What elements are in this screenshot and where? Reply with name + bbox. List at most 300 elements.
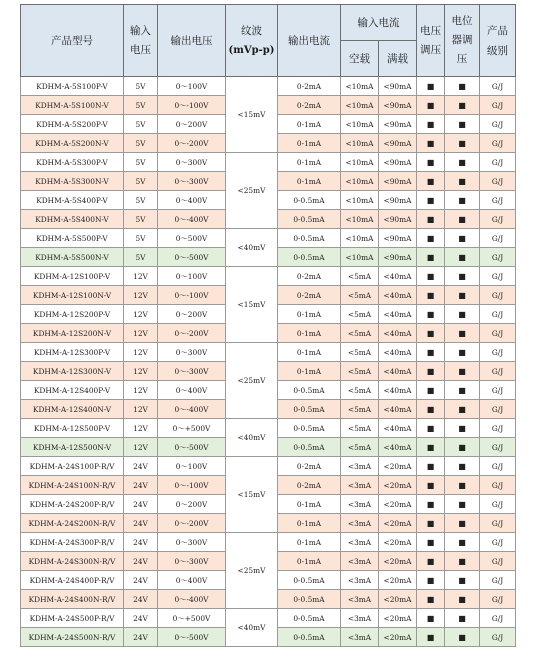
cell-output-current: 0-0.5mA <box>278 400 341 419</box>
cell-voltage-adjust: ■ <box>417 267 445 286</box>
cell-voltage-adjust: ■ <box>417 229 445 248</box>
cell-model: KDHM-A-12S400P-V <box>21 381 124 400</box>
cell-output-current: 0-0.5mA <box>278 628 341 647</box>
cell-output-voltage: 0～500V <box>158 229 226 248</box>
header-ripple-line1: 纹波 <box>241 24 262 37</box>
cell-grade: G/J <box>480 153 516 172</box>
cell-output-current: 0-0.5mA <box>278 571 341 590</box>
cell-output-voltage: 0～100V <box>158 457 226 476</box>
cell-output-voltage: 0～200V <box>158 495 226 514</box>
cell-input-voltage: 24V <box>124 552 158 571</box>
cell-no-load-current: <5mA <box>341 324 379 343</box>
cell-model: KDHM-A-24S100N-R/V <box>21 476 124 495</box>
cell-full-load-current: <90mA <box>379 210 417 229</box>
cell-no-load-current: <10mA <box>341 191 379 210</box>
cell-model: KDHM-A-5S400N-V <box>21 210 124 229</box>
cell-model: KDHM-A-24S500N-R/V <box>21 628 124 647</box>
cell-voltage-adjust: ■ <box>417 172 445 191</box>
cell-output-voltage: 0～100V <box>158 77 226 96</box>
cell-model: KDHM-A-12S300N-V <box>21 362 124 381</box>
cell-no-load-current: <3mA <box>341 628 379 647</box>
cell-output-voltage: 0～-400V <box>158 210 226 229</box>
cell-grade: G/J <box>480 248 516 267</box>
cell-grade: G/J <box>480 609 516 628</box>
cell-full-load-current: <20mA <box>379 457 417 476</box>
cell-grade: G/J <box>480 514 516 533</box>
cell-voltage-adjust: ■ <box>417 153 445 172</box>
cell-model: KDHM-A-5S500N-V <box>21 248 124 267</box>
cell-grade: G/J <box>480 191 516 210</box>
cell-voltage-adjust: ■ <box>417 571 445 590</box>
cell-no-load-current: <3mA <box>341 476 379 495</box>
cell-input-voltage: 5V <box>124 96 158 115</box>
cell-model: KDHM-A-5S100N-V <box>21 96 124 115</box>
cell-output-current: 0-1mA <box>278 343 341 362</box>
cell-input-voltage: 12V <box>124 343 158 362</box>
cell-output-voltage: 0～-400V <box>158 590 226 609</box>
cell-output-current: 0-1mA <box>278 324 341 343</box>
cell-no-load-current: <5mA <box>341 267 379 286</box>
cell-full-load-current: <20mA <box>379 552 417 571</box>
cell-output-voltage: 0～400V <box>158 191 226 210</box>
cell-no-load-current: <10mA <box>341 172 379 191</box>
cell-output-current: 0-1mA <box>278 153 341 172</box>
header-grade: 产品 级别 <box>480 5 516 77</box>
cell-voltage-adjust: ■ <box>417 590 445 609</box>
cell-input-voltage: 12V <box>124 438 158 457</box>
cell-voltage-adjust: ■ <box>417 115 445 134</box>
table-row <box>21 457 516 476</box>
cell-grade: G/J <box>480 172 516 191</box>
cell-input-voltage: 24V <box>124 571 158 590</box>
cell-pot-adjust: ■ <box>445 476 480 495</box>
cell-full-load-current: <40mA <box>379 324 417 343</box>
cell-model: KDHM-A-5S200P-V <box>21 115 124 134</box>
cell-grade: G/J <box>480 438 516 457</box>
cell-output-voltage: 0～-300V <box>158 552 226 571</box>
cell-grade: G/J <box>480 571 516 590</box>
cell-model: KDHM-A-5S500P-V <box>21 229 124 248</box>
cell-pot-adjust: ■ <box>445 628 480 647</box>
cell-no-load-current: <5mA <box>341 286 379 305</box>
cell-full-load-current: <40mA <box>379 400 417 419</box>
cell-voltage-adjust: ■ <box>417 495 445 514</box>
cell-pot-adjust: ■ <box>445 495 480 514</box>
cell-pot-adjust: ■ <box>445 286 480 305</box>
cell-output-voltage: 0～200V <box>158 115 226 134</box>
cell-model: KDHM-A-24S100P-R/V <box>21 457 124 476</box>
cell-full-load-current: <90mA <box>379 77 417 96</box>
header-input-voltage: 输入 电压 <box>124 5 158 77</box>
header-output-voltage: 输出电压 <box>158 5 226 77</box>
header-ripple-line2: (mVp-p) <box>228 44 275 56</box>
cell-ripple: <25mV <box>226 153 278 229</box>
cell-full-load-current: <20mA <box>379 609 417 628</box>
cell-no-load-current: <10mA <box>341 96 379 115</box>
cell-grade: G/J <box>480 362 516 381</box>
cell-no-load-current: <3mA <box>341 590 379 609</box>
cell-model: KDHM-A-24S500P-R/V <box>21 609 124 628</box>
cell-no-load-current: <10mA <box>341 153 379 172</box>
cell-voltage-adjust: ■ <box>417 96 445 115</box>
cell-grade: G/J <box>480 476 516 495</box>
cell-output-current: 0-1mA <box>278 533 341 552</box>
cell-pot-adjust: ■ <box>445 552 480 571</box>
cell-model: KDHM-A-12S100P-V <box>21 267 124 286</box>
cell-output-current: 0-1mA <box>278 514 341 533</box>
cell-full-load-current: <40mA <box>379 381 417 400</box>
cell-no-load-current: <10mA <box>341 210 379 229</box>
cell-output-voltage: 0～300V <box>158 533 226 552</box>
cell-output-current: 0-1mA <box>278 172 341 191</box>
cell-ripple: <40mV <box>226 229 278 267</box>
cell-pot-adjust: ■ <box>445 400 480 419</box>
cell-ripple: <25mV <box>226 343 278 419</box>
cell-pot-adjust: ■ <box>445 96 480 115</box>
cell-grade: G/J <box>480 552 516 571</box>
cell-model: KDHM-A-5S100P-V <box>21 77 124 96</box>
cell-output-voltage: 0～-300V <box>158 172 226 191</box>
spec-table-container <box>20 4 516 647</box>
table-body <box>21 77 516 647</box>
cell-model: KDHM-A-24S300N-R/V <box>21 552 124 571</box>
cell-input-voltage: 12V <box>124 419 158 438</box>
cell-output-current: 0-2mA <box>278 457 341 476</box>
cell-input-voltage: 5V <box>124 115 158 134</box>
cell-pot-adjust: ■ <box>445 134 480 153</box>
cell-input-voltage: 5V <box>124 77 158 96</box>
cell-voltage-adjust: ■ <box>417 191 445 210</box>
cell-output-voltage: 0～+500V <box>158 419 226 438</box>
cell-full-load-current: <90mA <box>379 96 417 115</box>
cell-pot-adjust: ■ <box>445 153 480 172</box>
cell-input-voltage: 5V <box>124 134 158 153</box>
cell-pot-adjust: ■ <box>445 172 480 191</box>
cell-full-load-current: <90mA <box>379 229 417 248</box>
cell-voltage-adjust: ■ <box>417 210 445 229</box>
cell-voltage-adjust: ■ <box>417 362 445 381</box>
cell-full-load-current: <90mA <box>379 191 417 210</box>
cell-no-load-current: <10mA <box>341 134 379 153</box>
cell-full-load-current: <20mA <box>379 571 417 590</box>
cell-voltage-adjust: ■ <box>417 533 445 552</box>
cell-full-load-current: <40mA <box>379 438 417 457</box>
table-row <box>21 77 516 96</box>
cell-output-voltage: 0～300V <box>158 153 226 172</box>
cell-output-voltage: 0～+500V <box>158 609 226 628</box>
header-pot-adjust: 电位 器调 压 <box>445 5 480 77</box>
cell-pot-adjust: ■ <box>445 248 480 267</box>
cell-output-current: 0-2mA <box>278 267 341 286</box>
cell-voltage-adjust: ■ <box>417 324 445 343</box>
product-spec-table <box>20 4 516 647</box>
cell-output-current: 0-1mA <box>278 552 341 571</box>
table-row <box>21 267 516 286</box>
table-row <box>21 419 516 438</box>
cell-pot-adjust: ■ <box>445 381 480 400</box>
cell-grade: G/J <box>480 324 516 343</box>
table-header <box>21 5 516 77</box>
cell-input-voltage: 24V <box>124 609 158 628</box>
cell-input-voltage: 5V <box>124 172 158 191</box>
cell-output-current: 0-0.5mA <box>278 381 341 400</box>
header-input-current: 输入电流 <box>341 5 417 41</box>
cell-voltage-adjust: ■ <box>417 514 445 533</box>
cell-model: KDHM-A-24S300P-R/V <box>21 533 124 552</box>
cell-no-load-current: <3mA <box>341 571 379 590</box>
cell-full-load-current: <20mA <box>379 533 417 552</box>
cell-pot-adjust: ■ <box>445 115 480 134</box>
cell-full-load-current: <40mA <box>379 305 417 324</box>
cell-pot-adjust: ■ <box>445 305 480 324</box>
cell-output-current: 0-1mA <box>278 362 341 381</box>
header-voltage-adjust: 电压 调压 <box>417 5 445 77</box>
cell-grade: G/J <box>480 381 516 400</box>
cell-model: KDHM-A-5S200N-V <box>21 134 124 153</box>
cell-ripple: <25mV <box>226 533 278 609</box>
cell-output-current: 0-0.5mA <box>278 210 341 229</box>
cell-full-load-current: <90mA <box>379 153 417 172</box>
cell-output-current: 0-0.5mA <box>278 229 341 248</box>
cell-grade: G/J <box>480 628 516 647</box>
cell-full-load-current: <40mA <box>379 286 417 305</box>
cell-grade: G/J <box>480 96 516 115</box>
cell-voltage-adjust: ■ <box>417 628 445 647</box>
cell-grade: G/J <box>480 134 516 153</box>
header-model: 产品型号 <box>21 5 124 77</box>
cell-voltage-adjust: ■ <box>417 400 445 419</box>
cell-input-voltage: 24V <box>124 514 158 533</box>
table-row <box>21 609 516 628</box>
cell-pot-adjust: ■ <box>445 419 480 438</box>
cell-grade: G/J <box>480 305 516 324</box>
cell-voltage-adjust: ■ <box>417 419 445 438</box>
cell-output-current: 0-0.5mA <box>278 590 341 609</box>
cell-no-load-current: <10mA <box>341 229 379 248</box>
cell-pot-adjust: ■ <box>445 229 480 248</box>
cell-model: KDHM-A-12S500N-V <box>21 438 124 457</box>
cell-input-voltage: 24V <box>124 590 158 609</box>
cell-no-load-current: <3mA <box>341 533 379 552</box>
cell-pot-adjust: ■ <box>445 571 480 590</box>
cell-output-current: 0-2mA <box>278 476 341 495</box>
cell-grade: G/J <box>480 495 516 514</box>
cell-full-load-current: <20mA <box>379 476 417 495</box>
cell-voltage-adjust: ■ <box>417 77 445 96</box>
cell-model: KDHM-A-12S200P-V <box>21 305 124 324</box>
cell-pot-adjust: ■ <box>445 362 480 381</box>
cell-input-voltage: 12V <box>124 362 158 381</box>
cell-no-load-current: <3mA <box>341 609 379 628</box>
cell-output-voltage: 0～-100V <box>158 286 226 305</box>
cell-model: KDHM-A-12S300P-V <box>21 343 124 362</box>
cell-full-load-current: <20mA <box>379 495 417 514</box>
cell-pot-adjust: ■ <box>445 210 480 229</box>
cell-no-load-current: <5mA <box>341 362 379 381</box>
cell-model: KDHM-A-12S100N-V <box>21 286 124 305</box>
cell-output-voltage: 0～400V <box>158 571 226 590</box>
cell-output-voltage: 0～300V <box>158 343 226 362</box>
cell-output-current: 0-0.5mA <box>278 609 341 628</box>
cell-pot-adjust: ■ <box>445 267 480 286</box>
cell-output-voltage: 0～-200V <box>158 134 226 153</box>
cell-pot-adjust: ■ <box>445 77 480 96</box>
cell-full-load-current: <90mA <box>379 134 417 153</box>
cell-grade: G/J <box>480 400 516 419</box>
cell-output-voltage: 0～-100V <box>158 96 226 115</box>
cell-model: KDHM-A-5S300N-V <box>21 172 124 191</box>
cell-voltage-adjust: ■ <box>417 609 445 628</box>
cell-no-load-current: <5mA <box>341 305 379 324</box>
cell-model: KDHM-A-24S200N-R/V <box>21 514 124 533</box>
header-output-current: 输出电流 <box>278 5 341 77</box>
cell-input-voltage: 12V <box>124 305 158 324</box>
cell-input-voltage: 24V <box>124 533 158 552</box>
cell-model: KDHM-A-12S400N-V <box>21 400 124 419</box>
cell-model: KDHM-A-12S200N-V <box>21 324 124 343</box>
cell-output-current: 0-0.5mA <box>278 419 341 438</box>
cell-full-load-current: <40mA <box>379 343 417 362</box>
cell-output-voltage: 0～-100V <box>158 476 226 495</box>
cell-output-voltage: 0～-500V <box>158 628 226 647</box>
cell-input-voltage: 12V <box>124 381 158 400</box>
cell-voltage-adjust: ■ <box>417 381 445 400</box>
cell-output-voltage: 0～-400V <box>158 400 226 419</box>
cell-input-voltage: 24V <box>124 457 158 476</box>
cell-no-load-current: <5mA <box>341 419 379 438</box>
cell-full-load-current: <20mA <box>379 590 417 609</box>
cell-full-load-current: <90mA <box>379 115 417 134</box>
cell-model: KDHM-A-24S200P-R/V <box>21 495 124 514</box>
cell-full-load-current: <90mA <box>379 248 417 267</box>
table-row <box>21 153 516 172</box>
cell-pot-adjust: ■ <box>445 343 480 362</box>
cell-voltage-adjust: ■ <box>417 476 445 495</box>
cell-output-current: 0-2mA <box>278 96 341 115</box>
table-row <box>21 533 516 552</box>
cell-voltage-adjust: ■ <box>417 438 445 457</box>
cell-input-voltage: 5V <box>124 191 158 210</box>
cell-output-current: 0-2mA <box>278 77 341 96</box>
cell-model: KDHM-A-24S400P-R/V <box>21 571 124 590</box>
cell-voltage-adjust: ■ <box>417 134 445 153</box>
cell-output-current: 0-1mA <box>278 495 341 514</box>
cell-pot-adjust: ■ <box>445 191 480 210</box>
cell-no-load-current: <3mA <box>341 495 379 514</box>
cell-input-voltage: 5V <box>124 248 158 267</box>
cell-no-load-current: <3mA <box>341 552 379 571</box>
cell-input-voltage: 5V <box>124 153 158 172</box>
cell-input-voltage: 24V <box>124 628 158 647</box>
cell-no-load-current: <3mA <box>341 514 379 533</box>
cell-full-load-current: <40mA <box>379 419 417 438</box>
cell-output-voltage: 0～100V <box>158 267 226 286</box>
cell-grade: G/J <box>480 590 516 609</box>
cell-no-load-current: <5mA <box>341 438 379 457</box>
cell-output-voltage: 0～400V <box>158 381 226 400</box>
cell-model: KDHM-A-5S300P-V <box>21 153 124 172</box>
cell-grade: G/J <box>480 229 516 248</box>
cell-grade: G/J <box>480 286 516 305</box>
cell-model: KDHM-A-24S400N-R/V <box>21 590 124 609</box>
cell-ripple: <15mV <box>226 457 278 533</box>
cell-output-current: 0-0.5mA <box>278 191 341 210</box>
cell-voltage-adjust: ■ <box>417 286 445 305</box>
cell-input-voltage: 24V <box>124 495 158 514</box>
cell-output-current: 0-1mA <box>278 305 341 324</box>
table-row <box>21 229 516 248</box>
cell-input-voltage: 24V <box>124 476 158 495</box>
cell-output-voltage: 0～-300V <box>158 362 226 381</box>
cell-grade: G/J <box>480 210 516 229</box>
cell-grade: G/J <box>480 419 516 438</box>
cell-full-load-current: <40mA <box>379 267 417 286</box>
cell-model: KDHM-A-5S400P-V <box>21 191 124 210</box>
header-no-load: 空载 <box>341 41 379 77</box>
cell-pot-adjust: ■ <box>445 609 480 628</box>
cell-ripple: <40mV <box>226 609 278 647</box>
cell-grade: G/J <box>480 457 516 476</box>
cell-output-voltage: 0～-500V <box>158 248 226 267</box>
cell-output-current: 0-0.5mA <box>278 438 341 457</box>
cell-ripple: <15mV <box>226 267 278 343</box>
cell-pot-adjust: ■ <box>445 533 480 552</box>
cell-grade: G/J <box>480 115 516 134</box>
cell-input-voltage: 12V <box>124 324 158 343</box>
cell-full-load-current: <90mA <box>379 172 417 191</box>
cell-output-voltage: 0～200V <box>158 305 226 324</box>
cell-voltage-adjust: ■ <box>417 343 445 362</box>
cell-output-voltage: 0～-500V <box>158 438 226 457</box>
cell-voltage-adjust: ■ <box>417 248 445 267</box>
cell-full-load-current: <20mA <box>379 514 417 533</box>
cell-full-load-current: <20mA <box>379 628 417 647</box>
cell-input-voltage: 5V <box>124 229 158 248</box>
cell-no-load-current: <5mA <box>341 400 379 419</box>
cell-no-load-current: <10mA <box>341 248 379 267</box>
cell-output-current: 0-2mA <box>278 286 341 305</box>
cell-full-load-current: <40mA <box>379 362 417 381</box>
cell-pot-adjust: ■ <box>445 514 480 533</box>
cell-output-current: 0-1mA <box>278 134 341 153</box>
cell-voltage-adjust: ■ <box>417 552 445 571</box>
cell-grade: G/J <box>480 343 516 362</box>
cell-no-load-current: <10mA <box>341 115 379 134</box>
header-full-load: 满载 <box>379 41 417 77</box>
cell-pot-adjust: ■ <box>445 590 480 609</box>
cell-input-voltage: 12V <box>124 286 158 305</box>
cell-ripple: <15mV <box>226 77 278 153</box>
cell-input-voltage: 12V <box>124 267 158 286</box>
cell-grade: G/J <box>480 77 516 96</box>
cell-grade: G/J <box>480 533 516 552</box>
cell-no-load-current: <5mA <box>341 343 379 362</box>
cell-pot-adjust: ■ <box>445 324 480 343</box>
cell-no-load-current: <5mA <box>341 381 379 400</box>
cell-model: KDHM-A-12S500P-V <box>21 419 124 438</box>
cell-output-voltage: 0～-200V <box>158 514 226 533</box>
cell-output-current: 0-0.5mA <box>278 248 341 267</box>
cell-pot-adjust: ■ <box>445 457 480 476</box>
cell-output-current: 0-1mA <box>278 115 341 134</box>
cell-input-voltage: 5V <box>124 210 158 229</box>
header-ripple <box>226 5 278 77</box>
cell-voltage-adjust: ■ <box>417 305 445 324</box>
cell-pot-adjust: ■ <box>445 438 480 457</box>
cell-ripple: <40mV <box>226 419 278 457</box>
cell-input-voltage: 12V <box>124 400 158 419</box>
cell-no-load-current: <3mA <box>341 457 379 476</box>
